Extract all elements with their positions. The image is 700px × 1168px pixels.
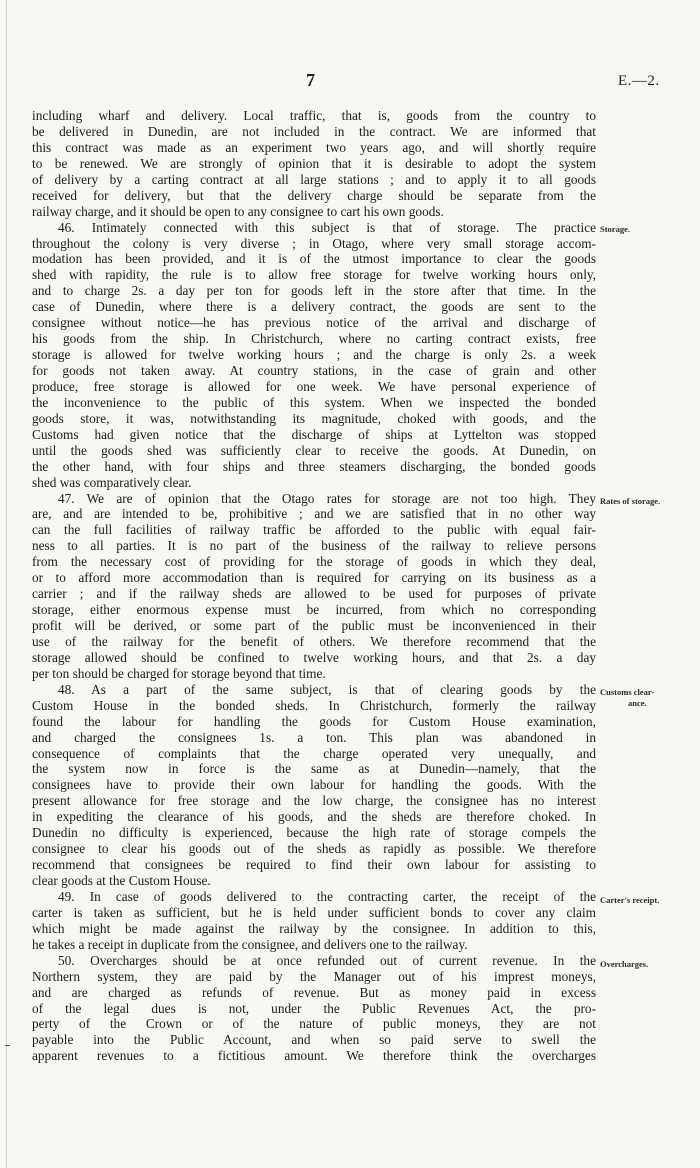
text-line: Dunedin no difficulty is experienced, because the high rate of storage compels the xyxy=(32,825,596,841)
text-line: carrier ; and if the railway sheds are allowed to be used for purposes of private xyxy=(32,586,596,602)
text-line: consignees have to provide their own labour for handling the goods. With the xyxy=(32,777,596,793)
text-line: apparent revenues to a fictitious amount. We therefore think the overcharges xyxy=(32,1048,596,1064)
text-line: the other hand, with four ships and three steamers discharging, the bonded goods xyxy=(32,458,596,474)
text-line: for goods not taken away. At country stations, in the case of grain and other xyxy=(32,363,596,378)
text-line: be delivered in Dunedin, are not included in the contract. We are informed that xyxy=(32,123,596,139)
text-line: clear goods at the Custom House. xyxy=(32,873,211,888)
text-line: throughout the colony is very diverse ; in Otago, where very small storage accom- xyxy=(32,235,596,251)
text-line: in expediting the clearance of his goods, and the sheds are therefore choked. In xyxy=(32,809,596,825)
text-line: Northern system, they are paid by the Manager out of his imprest moneys, xyxy=(32,968,596,984)
text-line: and are charged as refunds of revenue. But as money paid in excess xyxy=(32,984,596,1000)
marginal-note-rates-of-storage: Rates of storage. xyxy=(600,496,661,506)
text-line: are, and are intended to be, prohibitive ; and we are satisfied that in no other way xyxy=(32,506,596,522)
text-line: perty of the Crown or of the nature of public moneys, they are not xyxy=(32,1016,596,1032)
text-line: including wharf and delivery. Local traffic, that is, goods from the country to xyxy=(32,108,596,123)
text-line: case of Dunedin, where there is a delivery contract, the goods are sent to the xyxy=(32,299,596,315)
marginal-note-carters-receipt: Carter's receipt. xyxy=(600,895,660,905)
text-line: of delivery by a carting contract at all large stations ; and to apply it to all goods xyxy=(32,171,596,187)
text-line: or to afford more accommodation than is required for carrying on its business as a xyxy=(32,570,596,586)
text-line: the system now in force is the same as at Dunedin—namely, that the xyxy=(32,761,596,777)
text-line: storage is allowed for twelve working hours ; and the charge is only 2s. a week xyxy=(32,347,596,363)
paragraph-49-start: 49. In case of goods delivered to the contracting carter, the receipt of the xyxy=(58,888,596,904)
text-line: consignee to clear his goods out of the sheds as rapidly as possible. We therefore xyxy=(32,841,596,857)
text-line: shed with rapidity, the rule is to allow free storage for twelve working hours only, xyxy=(32,267,596,283)
text-line: railway charge, and it should be open to any consignee to cart his own goods. xyxy=(32,203,444,219)
paragraph-47-start: 47. We are of opinion that the Otago rates for storage are not too high. They xyxy=(58,490,596,506)
paragraph-50-start: 50. Overcharges should be at once refunded out of current revenue. In the xyxy=(58,952,596,968)
text-line: this contract was made as an experiment two years ago, and will shortly require xyxy=(32,139,596,155)
text-line: storage, either enormous expense must be incurred, from which no corresponding xyxy=(32,602,596,618)
text-line: shed was comparatively clear. xyxy=(32,474,192,490)
text-line: goods store, it was, notwithstanding its magnitude, choked with goods, and the xyxy=(32,410,596,426)
margin-tick-mark xyxy=(5,1045,10,1046)
marginal-note-storage: Storage. xyxy=(600,224,630,234)
binding-edge-rule xyxy=(6,0,7,1168)
text-line: produce, free storage is allowed for one week. We have personal experience of xyxy=(32,378,596,394)
text-line: the inconvenience to the public of this system. When we inspected the bonded xyxy=(32,394,596,410)
text-line: and to charge 2s. a day per ton for goods left in the store after that time. In the xyxy=(32,283,596,299)
text-line: present allowance for free storage and the low charge, the consignee has no interest xyxy=(32,793,596,809)
text-line: until the goods shed was sufficiently clear to receive the goods. At Dunedin, on xyxy=(32,442,596,458)
document-reference: E.—2. xyxy=(618,73,660,89)
text-line: use of the railway for the benefit of others. We therefore recommend that the xyxy=(32,633,596,649)
text-line: consignee without notice—he has previous notice of the arrival and discharge of xyxy=(32,315,596,331)
text-line: which might be made against the railway by the consignee. In addition to this, xyxy=(32,920,596,936)
text-line: modation has been provided, and it is of the utmost importance to clear the goods xyxy=(32,251,596,267)
text-line: can the full facilities of railway traffic be afforded to the public with equal fair- xyxy=(32,522,596,538)
text-line: he takes a receipt in duplicate from the consignee, and delivers one to the railway. xyxy=(32,936,468,952)
text-line: from the necessary cost of providing for the storage of goods in which they deal, xyxy=(32,554,596,570)
text-line: per ton should be charged for storage beyond that time. xyxy=(32,665,326,681)
text-line: ness to all parties. It is no part of the business of the railway to relieve persons xyxy=(32,538,596,554)
marginal-note-customs-clearance-cont: ance. xyxy=(628,698,647,708)
text-line: received for delivery, but that the delivery charge should be separate from the xyxy=(32,187,596,203)
marginal-note-customs-clearance: Customs clear- xyxy=(600,687,655,697)
text-line: his goods from the ship. In Christchurch, where no carting contract exists, free xyxy=(32,331,596,347)
text-line: and charged the consignees 1s. a ton. This plan was abandoned in xyxy=(32,729,596,745)
text-line: Custom House in the bonded sheds. In Christchurch, formerly the railway xyxy=(32,697,596,713)
text-line: found the labour for handling the goods for Custom House examination, xyxy=(32,713,596,729)
paragraph-48-start: 48. As a part of the same subject, is that of clearing goods by the xyxy=(58,681,596,697)
marginal-note-overcharges: Overcharges. xyxy=(600,959,649,969)
page-number: 7 xyxy=(306,70,315,90)
text-line: carter is taken as sufficient, but he is held under sufficient bonds to cover any claim xyxy=(32,904,596,920)
text-line: Customs had given notice that the discharge of ships at Lyttelton was stopped xyxy=(32,426,596,442)
paragraph-46-start: 46. Intimately connected with this subject is that of storage. The practice xyxy=(58,219,596,235)
text-line: storage allowed should be confined to twelve working hours, and that 2s. a day xyxy=(32,649,596,665)
body-text xyxy=(32,108,596,1064)
text-line: consequence of complaints that the charge operated very unequally, and xyxy=(32,745,596,761)
text-line: of the legal dues is not, under the Public Revenues Act, the pro- xyxy=(32,1000,596,1016)
text-line: recommend that consignees be required to find their own labour for assisting to xyxy=(32,857,596,873)
text-line: profit will be derived, or some part of the public must be inconvenienced in their xyxy=(32,618,596,633)
text-line: payable into the Public Account, and when so paid serve to swell the xyxy=(32,1032,596,1048)
text-line: to be renewed. We are strongly of opinion that it is desirable to adopt the system xyxy=(32,155,596,171)
